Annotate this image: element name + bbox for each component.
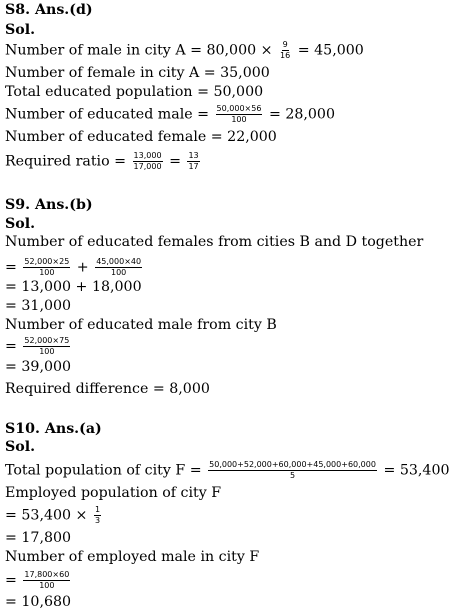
s8-line-male-city-a — [5, 40, 364, 61]
s8-fraction-educated-male: $\frac{50,000\times 56}{100}$ — [216, 104, 262, 124]
s8-line-total-educated: Total educated population = 50,000 — [5, 84, 264, 100]
s8-ratio-equals: = — [169, 153, 181, 170]
s9-sol-label: Sol. — [5, 216, 36, 232]
s9-heading: S9. Ans.(b) — [5, 197, 93, 213]
s10-line-employed-result: = 17,800 — [5, 530, 72, 546]
s8-fraction-ratio-raw: $\frac{13,000}{17,000}$ — [133, 151, 162, 171]
s8-line6-text: Required ratio = — [5, 153, 127, 170]
s10-line-employed-male: Number of employed male in city F — [5, 549, 260, 565]
s10-line-employed-population: Employed population of city F — [5, 485, 222, 501]
s9-line-educated-females-bd: Number of educated females from cities B and D together — [5, 234, 424, 250]
s10-heading: S10. Ans.(a) — [5, 421, 102, 437]
s10-line-total-population-f — [5, 460, 450, 481]
s10-fraction-average: $\frac{50,000+52,000+60,000+45,000+60,000}{5}$ — [209, 460, 376, 480]
s8-line-educated-male — [5, 104, 335, 125]
s9-line-male-fraction — [5, 336, 72, 357]
s9-line6-equals: = — [5, 338, 17, 355]
s10-line1-text: Total population of city F = — [5, 462, 202, 479]
s10-fraction-1-3: $\frac{1}{3}$ — [94, 505, 101, 525]
s9-line2-equals: = — [5, 259, 17, 276]
s8-line1-result: = 45,000 — [297, 42, 364, 59]
s8-fraction-ratio-simplified: $\frac{13}{17}$ — [188, 151, 199, 171]
s10-sol-label: Sol. — [5, 439, 36, 455]
s9-fraction-city-b: $\frac{52,000\times 25}{100}$ — [24, 257, 70, 277]
s9-line-total: = 31,000 — [5, 298, 72, 314]
s10-line-one-third — [5, 505, 103, 526]
s8-fraction-9-16: $\frac{9}{16}$ — [280, 40, 291, 60]
s9-line-sum-fractions — [5, 257, 144, 278]
s10-line3-text: = 53,400 × — [5, 507, 88, 524]
s8-line1-text: Number of male in city A = 80,000 × — [5, 42, 273, 59]
s9-plus-sign: + — [76, 259, 89, 276]
s9-fraction-city-d: $\frac{45,000\times 40}{100}$ — [96, 257, 142, 277]
s9-line-educated-male-b: Number of educated male from city B — [5, 317, 277, 333]
s10-line6-equals: = — [5, 572, 17, 589]
s8-sol-label: Sol. — [5, 22, 36, 38]
s9-fraction-male-b: $\frac{52,000\times 75}{100}$ — [24, 336, 70, 356]
s10-line-final-result: = 10,680 — [5, 594, 72, 610]
s9-line-required-difference: Required difference = 8,000 — [5, 381, 210, 397]
s8-line-educated-female: Number of educated female = 22,000 — [5, 129, 277, 145]
s8-heading: S8. Ans.(d) — [5, 2, 93, 18]
s9-line-male-result: = 39,000 — [5, 359, 72, 375]
s10-fraction-male-f: $\frac{17,800\times 60}{100}$ — [24, 570, 70, 590]
s8-line4-text: Number of educated male = — [5, 106, 210, 123]
s8-line-required-ratio — [5, 151, 202, 172]
s10-line-male-fraction — [5, 570, 72, 591]
s8-line4-result: = 28,000 — [268, 106, 335, 123]
s10-line1-result: = 53,400 — [383, 462, 450, 479]
s8-line-female-city-a: Number of female in city A = 35,000 — [5, 65, 270, 81]
s9-line-partial-sum: = 13,000 + 18,000 — [5, 279, 142, 295]
